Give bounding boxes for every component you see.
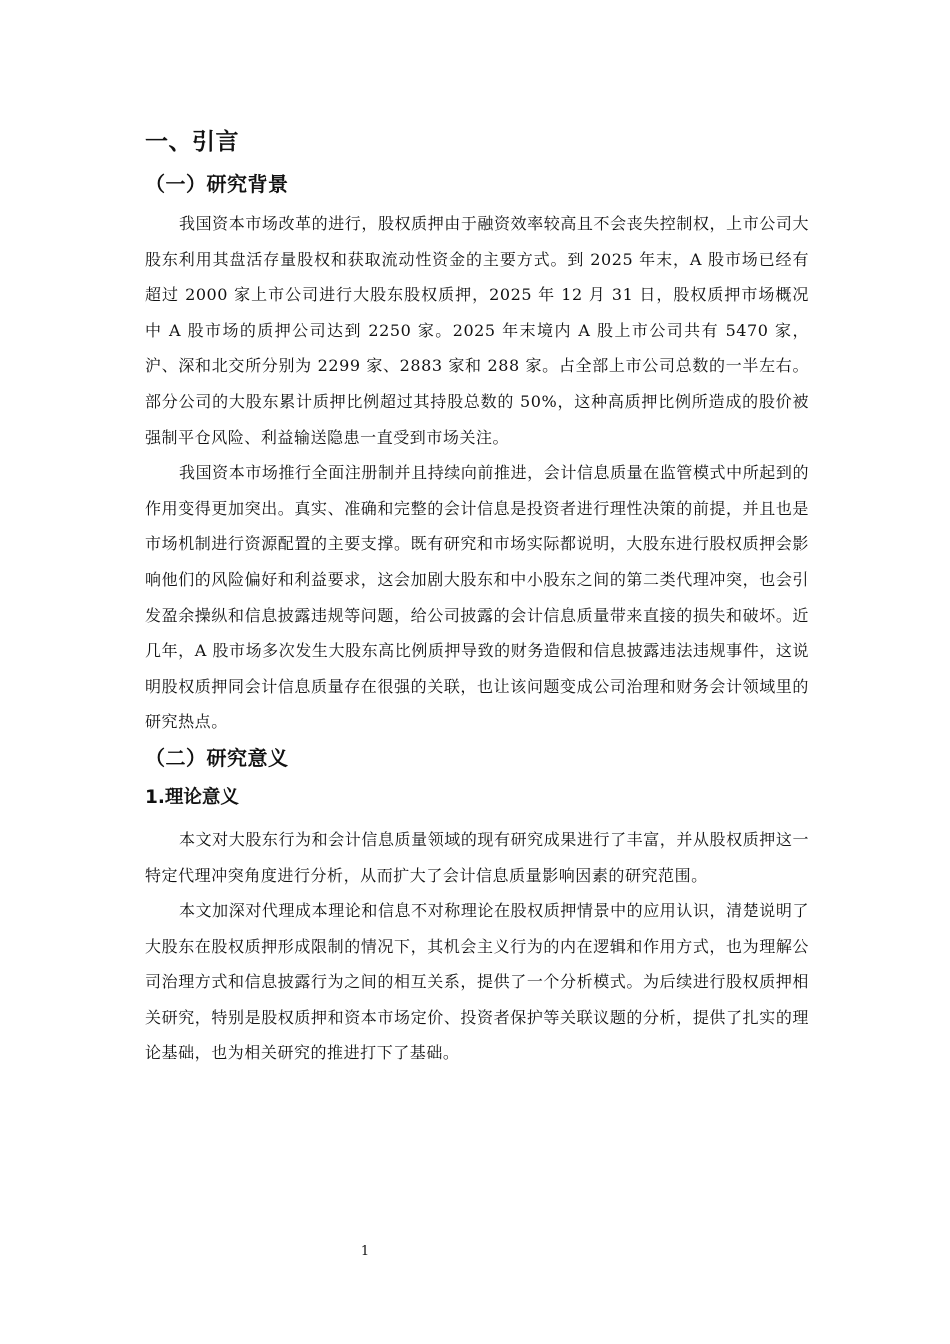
paragraph: 本文对大股东行为和会计信息质量领域的现有研究成果进行了丰富，并从股权质押这一特定代理冲突角度进行分析，从而扩大了会计信息质量影响因素的研究范围。 bbox=[145, 829, 809, 885]
heading-theoretical-significance: 1.理论意义 bbox=[145, 786, 239, 808]
heading-introduction: 一、引言 bbox=[145, 129, 239, 155]
paragraph: 本文加深对代理成本理论和信息不对称理论在股权质押情景中的应用认识，清楚说明了大股东在股权质押形成限制的情况下，其机会主义行为的内在逻辑和作用方式，也为理解公司治理方式和信息披露行为之间的相互关系，提供了一个分析模式。为后续进行股权质押相关研究，特别是股权质押和资本市场定价、投资者保护等关联议题的分析，提供了扎实的理论基础，也为相关研究的推进打下了基础。 bbox=[145, 901, 809, 1063]
heading-research-background: （一）研究背景 bbox=[145, 172, 289, 196]
heading-research-significance: （二）研究意义 bbox=[145, 745, 289, 770]
paragraph: 我国资本市场推行全面注册制并且持续向前推进，会计信息质量在监管模式中所起到的作用变得更加突出。真实、准确和完整的会计信息是投资者进行理性决策的前提，并且也是市场机制进行资源配置的主要支撑。既有研究和市场实际都说明，大股东进行股权质押会影响他们的风险偏好和利益要求，这会加剧大股东和中小股东之间的第二类代理冲突，也会引发盈余操纵和信息披露违规等问题，给公司披露的会计信息质量带来直接的损失和破坏。近几年，A 股市场多次发生大股东高比例质押导致的财务造假和信息披露违法违规事件，这说明股权质押同会计信息质量存在很强的关联，也让该问题变成公司治理和财务会计领域里的研究热点。 bbox=[145, 463, 809, 732]
page-content bbox=[145, 122, 809, 1071]
paragraph: 我国资本市场改革的进行，股权质押由于融资效率较高且不会丧失控制权，上市公司大股东利用其盘活存量股权和获取流动性资金的主要方式。到 2025 年末，A 股市场已经有超过 2000 家上市公司进行大股东股权质押，2025 年 12 月 31 日，股权质押市场概况中 A 股市场的质押公司达到 2250 家。2025 年末境内 A 股上市公司共有 5470 家，沪、深和北交所分别为 2299 家、2883 家和 288 家。占全部上市公司总数的一半左右。部分公司的大股东累计质押比例超过其持股总数的 50%，这种高质押比例所造成的股价被强制平仓风险、利益输送隐患一直受到市场关注。 bbox=[145, 214, 809, 447]
page-number: 1 bbox=[360, 1244, 370, 1259]
